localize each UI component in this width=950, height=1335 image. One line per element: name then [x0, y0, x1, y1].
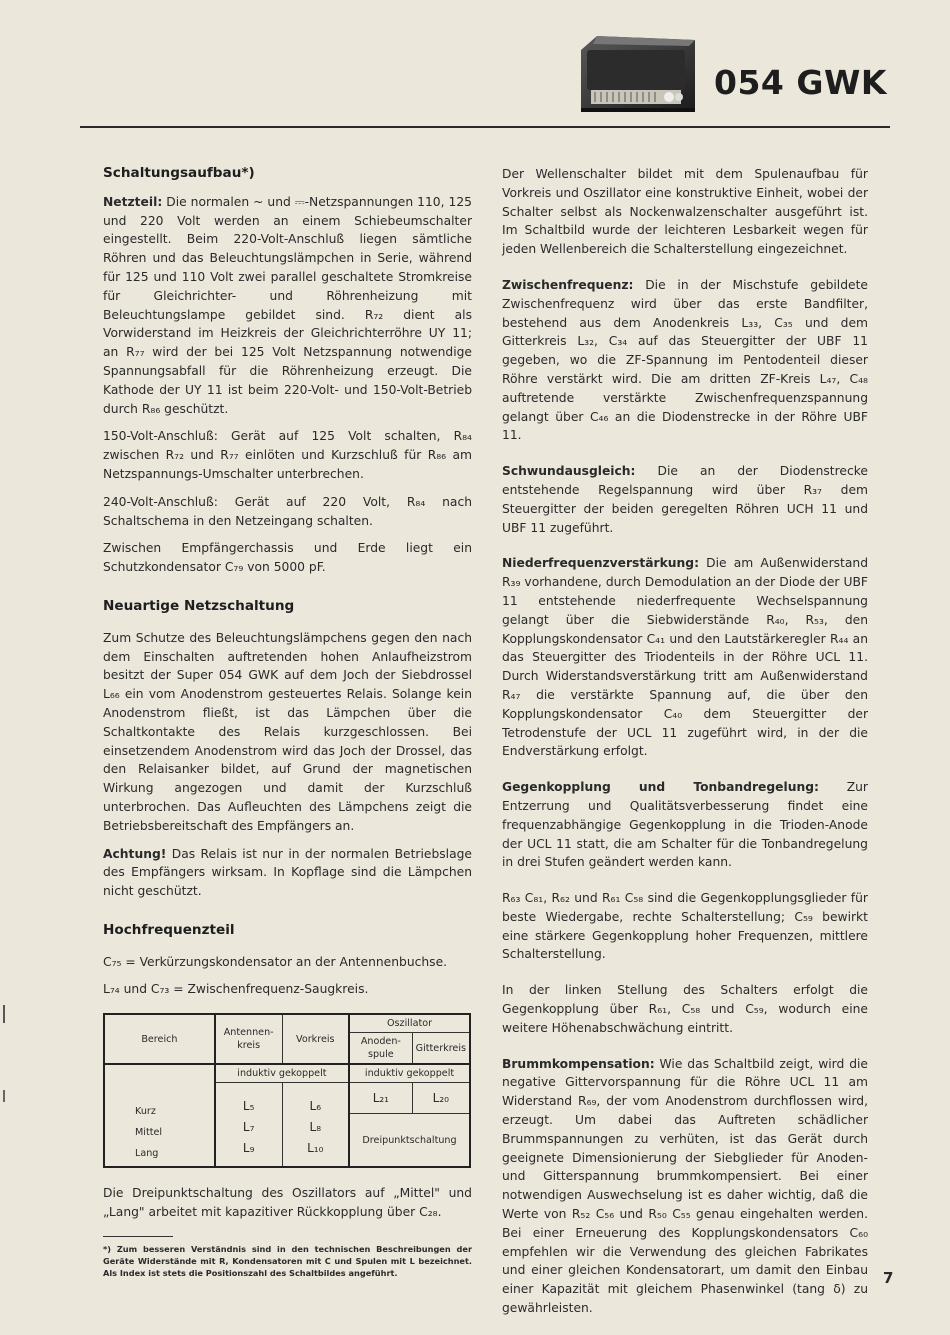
paragraph-relais: Zum Schutze des Beleuchtungslämpchens gegen den nach dem Einschalten auftretenden hohen Anlaufheizstrom besitzt der Super 054 GWK auf dem Joch der Siebdrossel L₆₆ ein vom Anodenstrom gesteuertes Relais. Solange kein Anodenstrom fließt, ist das Lämpchen über die Schaltkontakte des Relais kurzgeschlossen. Bei einsetzendem Anodenstrom wird das Joch der Drossel, das den Relaisanker bildet, auf Grund der magnetischen Wirkung angezogen und damit der Kurzschluß unterbrochen. Das Aufleuchten des Lämpchens zeigt die Betriebsbereitschaft des Empfängers an. [103, 630, 472, 833]
paragraph-wellenschalter: Der Wellenschalter bildet mit dem Spulenaufbau für Vorkreis und Oszillator eine konstruktive Einheit, wobei der Schalter selbst als Nockenwalzenschalter ausgeführt ist. Im Schaltbild wurde der leichteren Lesbarkeit wegen für jeden Wellenbereich die Schalterstellung eingezeichnet. [502, 167, 868, 257]
scan-edge-mark [3, 1090, 5, 1102]
text-gegenkopplung: Zur Entzerrung und Qualitätsverbesserung findet eine frequenzabhängige Gegenkopplung in die Trioden-Anode der UCL 11 statt, die am Schalter für die Tonbandregelung in drei Stufen geändert werden kann. [502, 780, 868, 870]
coil-l21: L₂₁ [349, 1083, 412, 1114]
scan-edge-mark [3, 1005, 5, 1023]
paragraph-linke-stellung: In der linken Stellung des Schalters erfolgt die Gegenkopplung über R₆₁, C₅₈ und C₅₉, wodurch eine weitere Höhenabschwächung eintritt. [502, 983, 868, 1035]
range-kurz: Kurz [135, 1106, 156, 1118]
radio-receiver-illustration [573, 30, 701, 116]
text-achtung: Das Relais ist nur in der normalen Betriebslage des Empfängers wirksam. In Kopflage sind die Lämpchen nicht geschützt. [103, 846, 472, 899]
paragraph-240-volt: 240-Volt-Anschluß: Gerät auf 220 Volt, R₈₄ nach Schaltschema in den Netzeingang schalten. [103, 494, 472, 528]
text-zwischenfrequenz: Die in der Mischstufe gebildete Zwischenfrequenz wird über das erste Bandfilter, bestehend aus dem Anodenkreis L₃₃, C₃₅ und dem Gitterkreis L₃₂, C₃₄ auf das Steuergitter der UBF 11 gegeben, wo die ZF-Spannung im Pentodenteil dieser Röhre verstärkt wird. Die am dritten ZF-Kreis L₄₇, C₄₈ auftretende verstärkte Zwischenfrequenzspannung gelangt über C₄₆ an die Diodenstrecke in der Röhre UBF 11. [502, 277, 868, 443]
header-gitterkreis: Gitterkreis [412, 1033, 470, 1065]
coil-l20: L₂₀ [412, 1083, 470, 1114]
footnote-rule [103, 1236, 173, 1237]
header-vorkreis: Vorkreis [282, 1014, 349, 1064]
label-netzteil: Netzteil: [103, 194, 163, 209]
right-column [502, 165, 868, 1335]
table-header-row [104, 1014, 470, 1033]
text-brummkompensation: Wie das Schaltbild zeigt, wird die negative Gittervorspannung für die Röhre UCL 11 am Widerstand R₆₉, der vom Anodenstrom durchflossen wird, erzeugt. Um dabei das Auftreten schädlicher Brummspannungen zu verhüten, ist das Gerät durch geeignete Dimensionierung der Siebglieder für Anoden- und Gitterspannung brummkompensiert. Bei einer notwendigen Auswechselung ist es daher wichtig, daß die Werte von R₅₂ C₅₆ und R₅₀ C₅₅ genau eingehalten werden. Bei einer Erneuerung des Kopplungskondensators C₆₀ empfehlen wir die Verwendung des gleichen Fabrikates und einer gleichen Kondensatorart, um damit den Einbau einer Kapazität mit gleichem Phasenwinkel (tang δ) zu gewährleisten. [502, 1056, 868, 1316]
heading-netzschaltung: Neuartige Netzschaltung [103, 597, 295, 614]
page-number: 7 [883, 1269, 894, 1287]
coil-table [103, 1013, 471, 1168]
vorkreis-coils [282, 1083, 349, 1168]
coil-l10: L₁₀ [307, 1141, 324, 1156]
left-column [103, 164, 472, 1279]
paragraph-niederfrequenz [502, 554, 868, 761]
text-niederfrequenz: Die am Außenwiderstand R₃₉ vorhandene, durch Demodulation an der Diode der UBF 11 entstehende niederfrequente Wechselspannung gelangt über die Siebwiderstände R₄₀, R₅₃, den Kopplungskondensator C₄₁ und den Lautstärkeregler R₄₄ an das Steuergitter des Triodenteils in der Röhre UCL 11. Durch Widerstandsverstärkung tritt am Außenwiderstand R₄₇ die verstärkte Spannung auf, die über den Kopplungskondensator C₄₀ dem Steuergitter der Tetrodenstufe der UCL 11 zugeführt wird, in der die Endverstärkung erfolgt. [502, 556, 868, 759]
label-brummkompensation: Brummkompensation: [502, 1056, 655, 1071]
antenne-coils [215, 1083, 282, 1168]
table-coupling-row [104, 1064, 470, 1083]
label-zwischenfrequenz: Zwischenfrequenz: [502, 277, 634, 292]
heading-schaltungsaufbau: Schaltungsaufbau*) [103, 165, 255, 181]
coil-l8: L₈ [309, 1120, 322, 1135]
heading-hochfrequenzteil: Hochfrequenzteil [103, 921, 235, 938]
header-anodenspule: Anoden-spule [349, 1033, 412, 1065]
paragraph-zwischenfrequenz [502, 276, 868, 445]
paragraph-netzteil [103, 193, 472, 419]
range-mittel: Mittel [135, 1127, 163, 1139]
paragraph-achtung [103, 845, 472, 901]
coupling-antenna-vorkreis: induktiv gekoppelt [215, 1064, 349, 1083]
label-niederfrequenz: Niederfrequenzverstärkung: [502, 556, 700, 571]
label-gegenkopplung: Gegenkopplung und Tonbandregelung: [502, 780, 819, 795]
coupling-oszillator: induktiv gekoppelt [349, 1064, 470, 1083]
range-lang: Lang [135, 1148, 159, 1160]
header-rule [80, 126, 890, 128]
paragraph-dreipunktschaltung: Die Dreipunktschaltung des Oszillators auf „Mittel" und „Lang" arbeitet mit kapazitiver Rückkopplung über C₂₈. [103, 1186, 472, 1220]
paragraph-brummkompensation [502, 1055, 868, 1318]
coil-l7: L₇ [242, 1120, 255, 1135]
paragraph-schutzkondensator: Zwischen Empfängerchassis und Erde liegt ein Schutzkondensator C₇₉ von 5000 pF. [103, 541, 472, 575]
paragraph-150-volt: 150-Volt-Anschluß: Gerät auf 125 Volt schalten, R₈₄ zwischen R₇₂ und R₇₇ einlöten und Kurzschluß für R₈₆ am Netzspannungs-Umschalter unterbrechen. [103, 429, 472, 481]
text-netzteil: Die normalen ~ und ⎓-Netzspannungen 110, 125 und 220 Volt werden an einem Schiebeumschalter eingestellt. Beim 220-Volt-Anschluß liegen sämtliche Röhren und das Beleuchtungslämpchen in Serie, während für 125 und 110 Volt zwei parallel geschaltete Stromkreise für Gleichrichter- und Röhrenheizung mit Beleuchtungslampe gebildet sind. R₇₂ dient als Vorwiderstand im Heizkreis der Gleichrichterröhre UY 11; an R₇₇ wird der bei 125 Volt Netzspannung notwendige Spannungsabfall für die Röhrenheizung erzeugt. Die Kathode der UY 11 ist beim 220-Volt- und 150-Volt-Betrieb durch R₈₆ geschützt. [103, 194, 472, 416]
footnote: *) Zum besseren Verständnis sind in den technischen Beschreibungen der Geräte Widerstände mit R, Kondensatoren mit C und Spulen mit L bezeichnet. Als Index ist stets die Positionszahl des Schaltbildes angeführt. [103, 1243, 472, 1278]
label-achtung: Achtung! [103, 846, 167, 861]
range-cell [104, 1064, 215, 1167]
paragraph-gegenkopplungsglieder: R₆₃ C₈₁, R₆₂ und R₆₁ C₅₈ sind die Gegenkopplungsglieder für beste Wiedergabe, rechte Schalterstellung; C₅₉ bewirkt eine stärkere Gegenkopplung hoher Frequenzen, mittlere Schalterstellung. [502, 891, 868, 962]
line-verkuerzungskondensator: C₇₅ = Verkürzungskondensator an der Antennenbuchse. [103, 954, 448, 969]
header-bereich: Bereich [104, 1014, 215, 1064]
header-antennenkreis: Antennen-kreis [215, 1014, 282, 1064]
header-oszillator: Oszillator [349, 1014, 470, 1033]
line-saugkreis: L₇₄ und C₇₃ = Zwischenfrequenz-Saugkreis. [103, 982, 369, 997]
text-schwundausgleich: Die an der Diodenstrecke entstehende Regelspannung wird über R₃₇ dem Steuergitter der beiden geregelten Röhren UCH 11 und UBF 11 zugeführt. [502, 464, 868, 535]
paragraph-schwundausgleich [502, 462, 868, 537]
dreipunktschaltung-cell: Dreipunktschaltung [349, 1114, 470, 1168]
coil-l6: L₆ [309, 1099, 322, 1114]
model-title: 054 GWK [714, 63, 887, 102]
coil-l9: L₉ [242, 1141, 255, 1156]
coil-l5: L₅ [242, 1099, 255, 1114]
paragraph-gegenkopplung [502, 778, 868, 872]
label-schwundausgleich: Schwundausgleich: [502, 464, 636, 479]
